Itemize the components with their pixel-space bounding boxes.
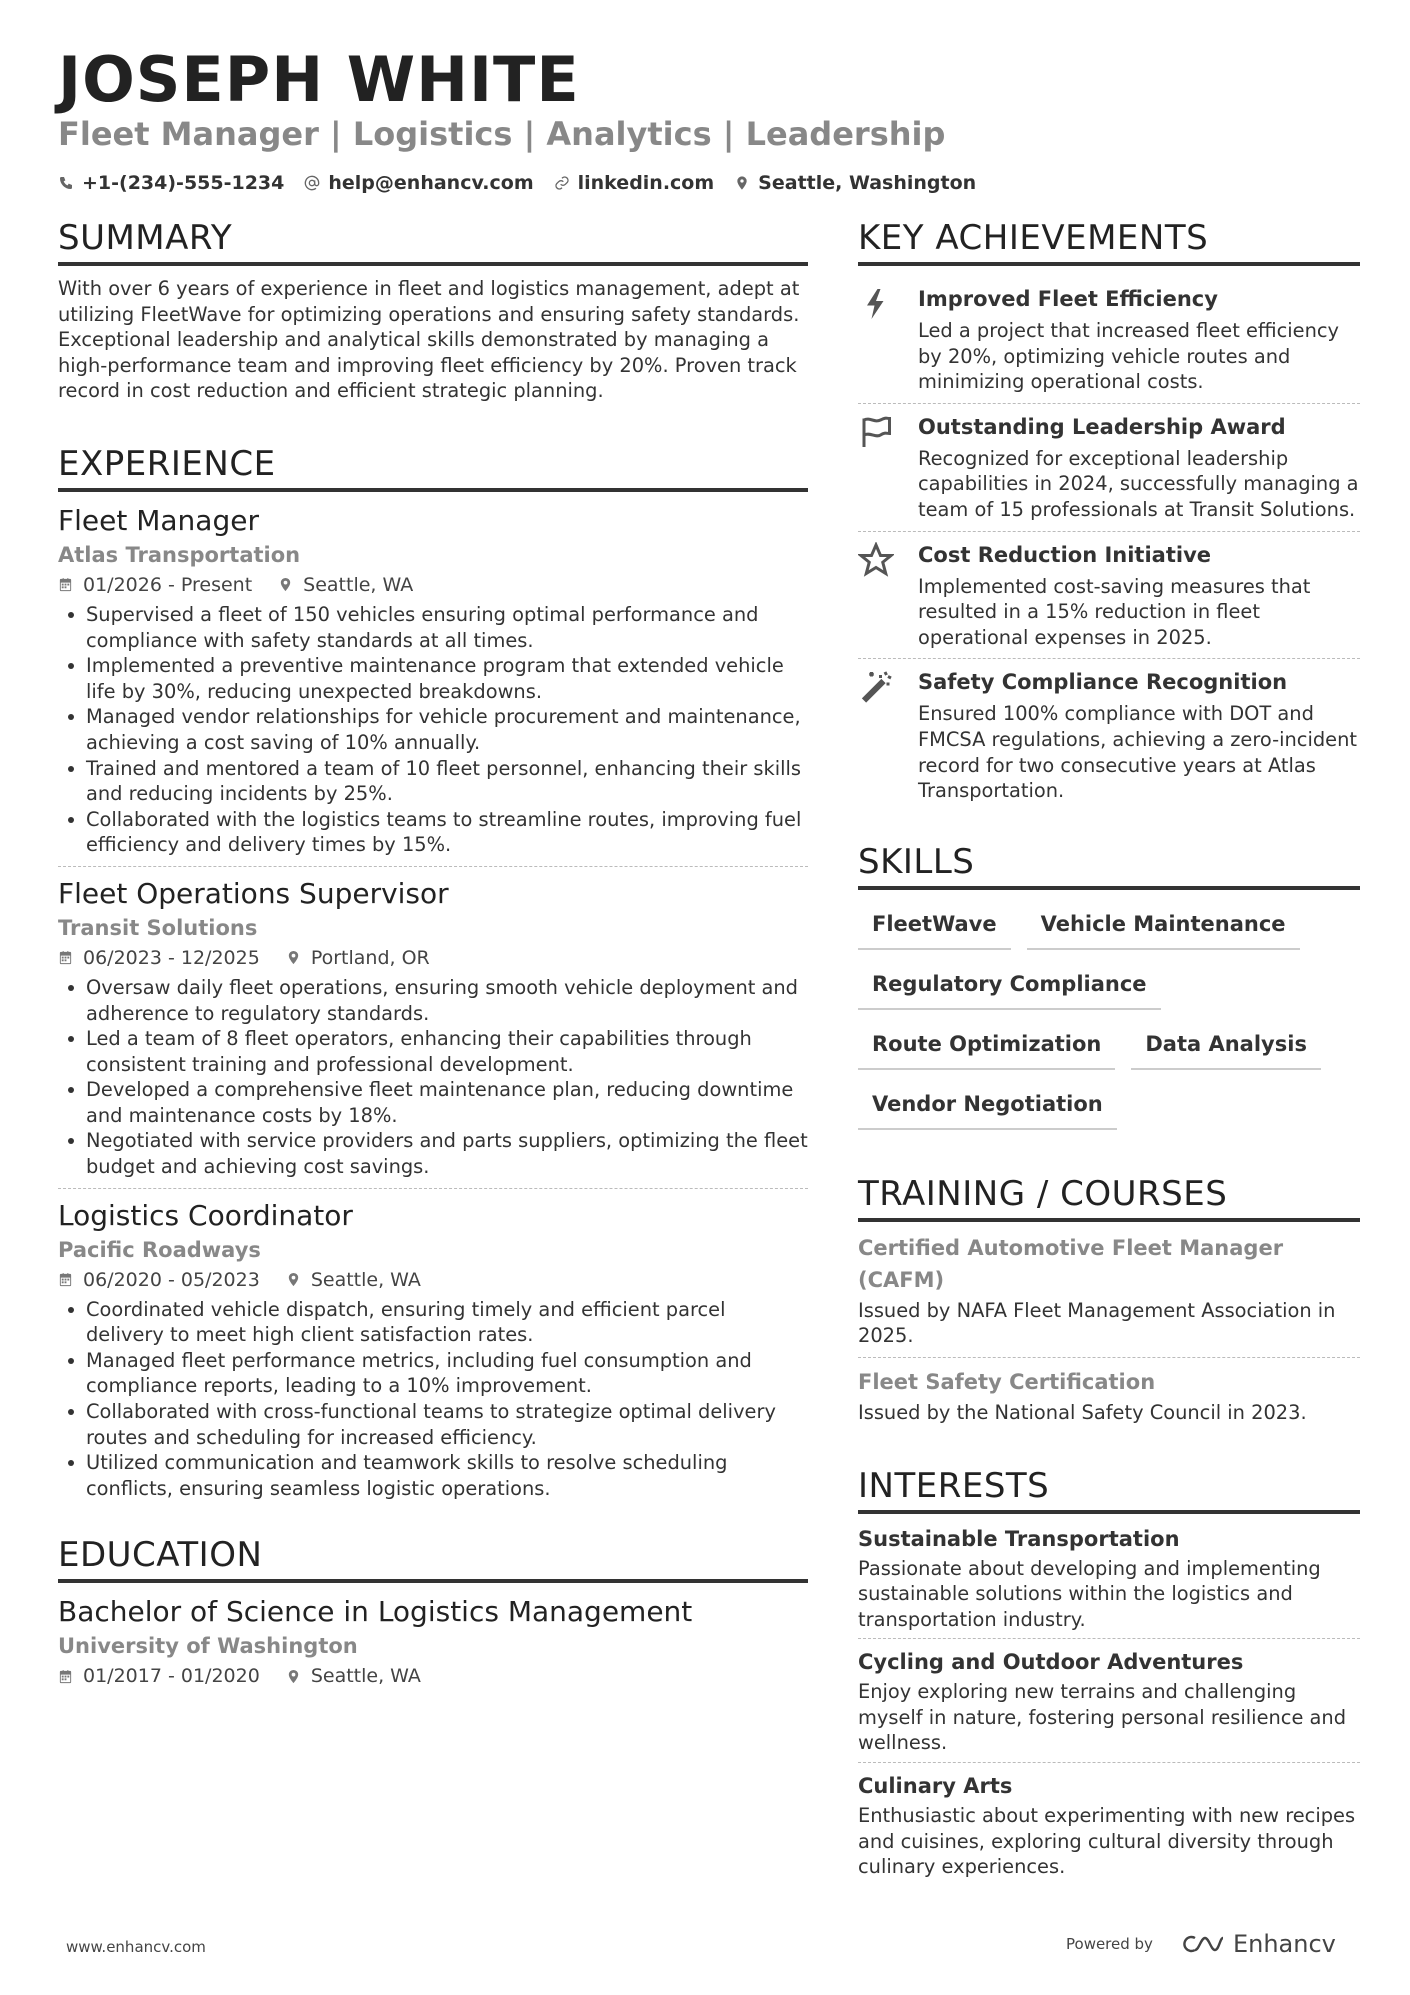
- course-title: Fleet Safety Certification: [858, 1369, 1156, 1394]
- link-icon: [554, 175, 570, 191]
- achievements-section: [858, 214, 1360, 812]
- job-location: [286, 943, 430, 973]
- interest-text: Enthusiastic about experimenting with new recipes and cuisines, exploring cultural diversity through culinary experiences.: [858, 1804, 1356, 1879]
- enhancv-logo-icon: [1179, 1932, 1225, 1956]
- skill-tag: Route Optimization: [858, 1020, 1115, 1070]
- candidate-tagline: Fleet Manager | Logistics | Analytics | Leadership: [58, 115, 946, 153]
- footer-branding[interactable]: [1066, 1930, 1336, 1958]
- job-title: Logistics Coordinator: [58, 1198, 353, 1232]
- education-heading: EDUCATION: [58, 1531, 808, 1583]
- job-location-text: Seattle, WA: [310, 1268, 421, 1291]
- job-entry: [58, 502, 808, 867]
- education-meta: [58, 1661, 808, 1691]
- contact-linkedin[interactable]: [554, 172, 715, 194]
- bullet-item: Trained and mentored a team of 10 fleet personnel, enhancing their skills and reducing incidents by 25%.: [58, 756, 808, 807]
- linkedin-text: linkedin.com: [577, 172, 715, 194]
- job-meta: [58, 1265, 808, 1295]
- bullet-item: Supervised a fleet of 150 vehicles ensuring optimal performance and compliance with safety standards at all times.: [58, 602, 808, 653]
- education-location: [286, 1661, 421, 1691]
- contact-email[interactable]: [304, 172, 533, 194]
- course-text: Issued by NAFA Fleet Management Association in 2025.: [858, 1298, 1336, 1348]
- location-text: Seattle, Washington: [758, 172, 977, 194]
- summary-section: [58, 214, 808, 404]
- bullet-item: Managed fleet performance metrics, including fuel consumption and compliance reports, leading to a 10% improvement.: [58, 1348, 808, 1399]
- magic-wand-icon: [858, 669, 894, 705]
- candidate-name: JOSEPH WHITE: [58, 43, 580, 116]
- footer-website[interactable]: www.enhancv.com: [66, 1938, 206, 1956]
- left-column: [58, 214, 808, 1693]
- skills-heading: SKILLS: [858, 838, 1360, 890]
- job-entry: [58, 1197, 808, 1510]
- school-name: University of Washington: [58, 1634, 358, 1659]
- training-section: [858, 1170, 1360, 1434]
- summary-heading: SUMMARY: [58, 214, 808, 266]
- interest-text: Passionate about developing and implementing sustainable solutions within the logistics and transportation industry.: [858, 1556, 1321, 1631]
- achievement-item: [858, 659, 1360, 811]
- course-item: [858, 1366, 1360, 1434]
- brand-name: Enhancv: [1232, 1930, 1336, 1958]
- course-title: Certified Automotive Fleet Manager (CAFM): [858, 1235, 1284, 1292]
- experience-heading: EXPERIENCE: [58, 440, 808, 492]
- company-name: Transit Solutions: [58, 915, 258, 940]
- job-dates: [58, 1265, 260, 1295]
- job-location-text: Portland, OR: [310, 946, 430, 969]
- interest-item: [858, 1647, 1360, 1763]
- bullet-item: Oversaw daily fleet operations, ensuring smooth vehicle deployment and adherence to regulatory standards.: [58, 975, 808, 1026]
- contact-bar: [58, 168, 996, 198]
- job-dates: [58, 943, 260, 973]
- job-location-text: Seattle, WA: [303, 573, 414, 596]
- degree-title: Bachelor of Science in Logistics Management: [58, 1595, 693, 1629]
- interests-section: [858, 1462, 1360, 1886]
- bullet-item: Led a team of 8 fleet operators, enhancing their capabilities through consistent training and professional development.: [58, 1026, 808, 1077]
- education-section: [58, 1531, 808, 1691]
- flag-icon: [858, 414, 894, 450]
- powered-by-text: Powered by: [1066, 1935, 1153, 1953]
- summary-text: With over 6 years of experience in fleet and logistics management, adept at utilizing FleetWave for optimizing operations and ensuring safety standards. Exceptional leadership and analytical skills demonstrated by managing a high-performance team and improving fleet efficiency by 20%. Proven track record in cost reduction and efficient strategic planning.: [58, 277, 800, 403]
- lightning-icon: [858, 286, 894, 322]
- education-location-text: Seattle, WA: [310, 1665, 421, 1688]
- job-dates-text: 01/2026 - Present: [83, 573, 253, 596]
- education-dates: [58, 1661, 260, 1691]
- company-name: Atlas Transportation: [58, 542, 301, 567]
- right-column: [858, 214, 1360, 1894]
- skill-tag: Vehicle Maintenance: [1027, 900, 1300, 950]
- bullet-item: Collaborated with the logistics teams to streamline routes, improving fuel efficiency and delivery times by 15%.: [58, 807, 808, 858]
- achievement-title: Outstanding Leadership Award: [918, 414, 1286, 439]
- calendar-icon: [58, 577, 73, 592]
- experience-section: [58, 440, 808, 1509]
- star-icon: [858, 542, 894, 578]
- achievement-item: [858, 276, 1360, 404]
- job-dates-text: 06/2023 - 12/2025: [83, 946, 260, 969]
- achievement-item: [858, 532, 1360, 660]
- bullet-item: Developed a comprehensive fleet maintenance plan, reducing downtime and maintenance costs by 18%.: [58, 1077, 808, 1128]
- job-meta: [58, 570, 808, 600]
- training-heading: TRAINING / COURSES: [858, 1170, 1360, 1222]
- job-bullets: [58, 602, 808, 858]
- interest-title: Culinary Arts: [858, 1774, 1013, 1799]
- achievement-text: Implemented cost-saving measures that resulted in a 15% reduction in fleet operational expenses in 2025.: [918, 574, 1311, 649]
- interest-title: Sustainable Transportation: [858, 1526, 1180, 1551]
- job-dates-text: 06/2020 - 05/2023: [83, 1268, 260, 1291]
- job-location: [278, 570, 413, 600]
- job-bullets: [58, 1297, 808, 1502]
- calendar-icon: [58, 1669, 73, 1684]
- location-pin-icon: [278, 577, 293, 592]
- education-dates-text: 01/2017 - 01/2020: [83, 1665, 260, 1688]
- bullet-item: Negotiated with service providers and parts suppliers, optimizing the fleet budget and achieving cost savings.: [58, 1128, 808, 1179]
- achievement-title: Improved Fleet Efficiency: [918, 287, 1218, 311]
- job-meta: [58, 943, 808, 973]
- location-pin-icon: [286, 1272, 301, 1287]
- achievement-text: Recognized for exceptional leadership capabilities in 2024, successfully managing a team of 15 professionals at Transit Solutions.: [918, 446, 1359, 521]
- achievement-text: Led a project that increased fleet efficiency by 20%, optimizing vehicle routes and minimizing operational costs.: [918, 319, 1340, 394]
- bullet-item: Collaborated with cross-functional teams to strategize optimal delivery routes and scheduling for increased efficiency.: [58, 1399, 808, 1450]
- interest-item: [858, 1524, 1360, 1640]
- job-entry: [58, 875, 808, 1189]
- job-title: Fleet Operations Supervisor: [58, 876, 449, 910]
- interest-item: [858, 1771, 1360, 1886]
- skill-tag: FleetWave: [858, 900, 1011, 950]
- at-icon: [304, 175, 320, 191]
- bullet-item: Coordinated vehicle dispatch, ensuring timely and efficient parcel delivery to meet high client satisfaction rates.: [58, 1297, 808, 1348]
- location-pin-icon: [286, 1669, 301, 1684]
- calendar-icon: [58, 1272, 73, 1287]
- course-item: [858, 1232, 1360, 1358]
- achievement-title: Cost Reduction Initiative: [918, 542, 1211, 567]
- job-bullets: [58, 975, 808, 1180]
- bullet-item: Managed vendor relationships for vehicle procurement and maintenance, achieving a cost saving of 10% annually.: [58, 704, 808, 755]
- achievement-item: [858, 404, 1360, 532]
- phone-text: +1-(234)-555-1234: [82, 172, 285, 194]
- phone-icon: [58, 175, 74, 191]
- interest-text: Enjoy exploring new terrains and challenging myself in nature, fostering personal resilience and wellness.: [858, 1680, 1347, 1755]
- interest-title: Cycling and Outdoor Adventures: [858, 1650, 1244, 1675]
- location-pin-icon: [734, 175, 750, 191]
- skill-tag: Data Analysis: [1131, 1020, 1321, 1070]
- interests-heading: INTERESTS: [858, 1462, 1360, 1514]
- achievements-heading: KEY ACHIEVEMENTS: [858, 214, 1360, 266]
- job-dates: [58, 570, 252, 600]
- achievement-title: Safety Compliance Recognition: [918, 670, 1288, 695]
- skills-list: [858, 900, 1360, 1140]
- email-text: help@enhancv.com: [328, 172, 534, 194]
- skill-tag: Regulatory Compliance: [858, 960, 1161, 1010]
- skills-section: [858, 838, 1360, 1140]
- contact-phone[interactable]: [58, 172, 284, 194]
- location-pin-icon: [286, 950, 301, 965]
- skill-tag: Vendor Negotiation: [858, 1080, 1117, 1130]
- job-location: [286, 1265, 421, 1295]
- contact-location: [734, 172, 976, 194]
- bullet-item: Implemented a preventive maintenance program that extended vehicle life by 30%, reducing unexpected breakdowns.: [58, 653, 808, 704]
- calendar-icon: [58, 950, 73, 965]
- achievement-text: Ensured 100% compliance with DOT and FMCSA regulations, achieving a zero-incident record for two consecutive years at Atlas Transportation.: [918, 702, 1357, 803]
- company-name: Pacific Roadways: [58, 1237, 261, 1262]
- enhancv-logo: [1179, 1930, 1336, 1958]
- bullet-item: Utilized communication and teamwork skills to resolve scheduling conflicts, ensuring seamless logistic operations.: [58, 1450, 808, 1501]
- course-text: Issued by the National Safety Council in 2023.: [858, 1400, 1307, 1424]
- job-title: Fleet Manager: [58, 503, 259, 537]
